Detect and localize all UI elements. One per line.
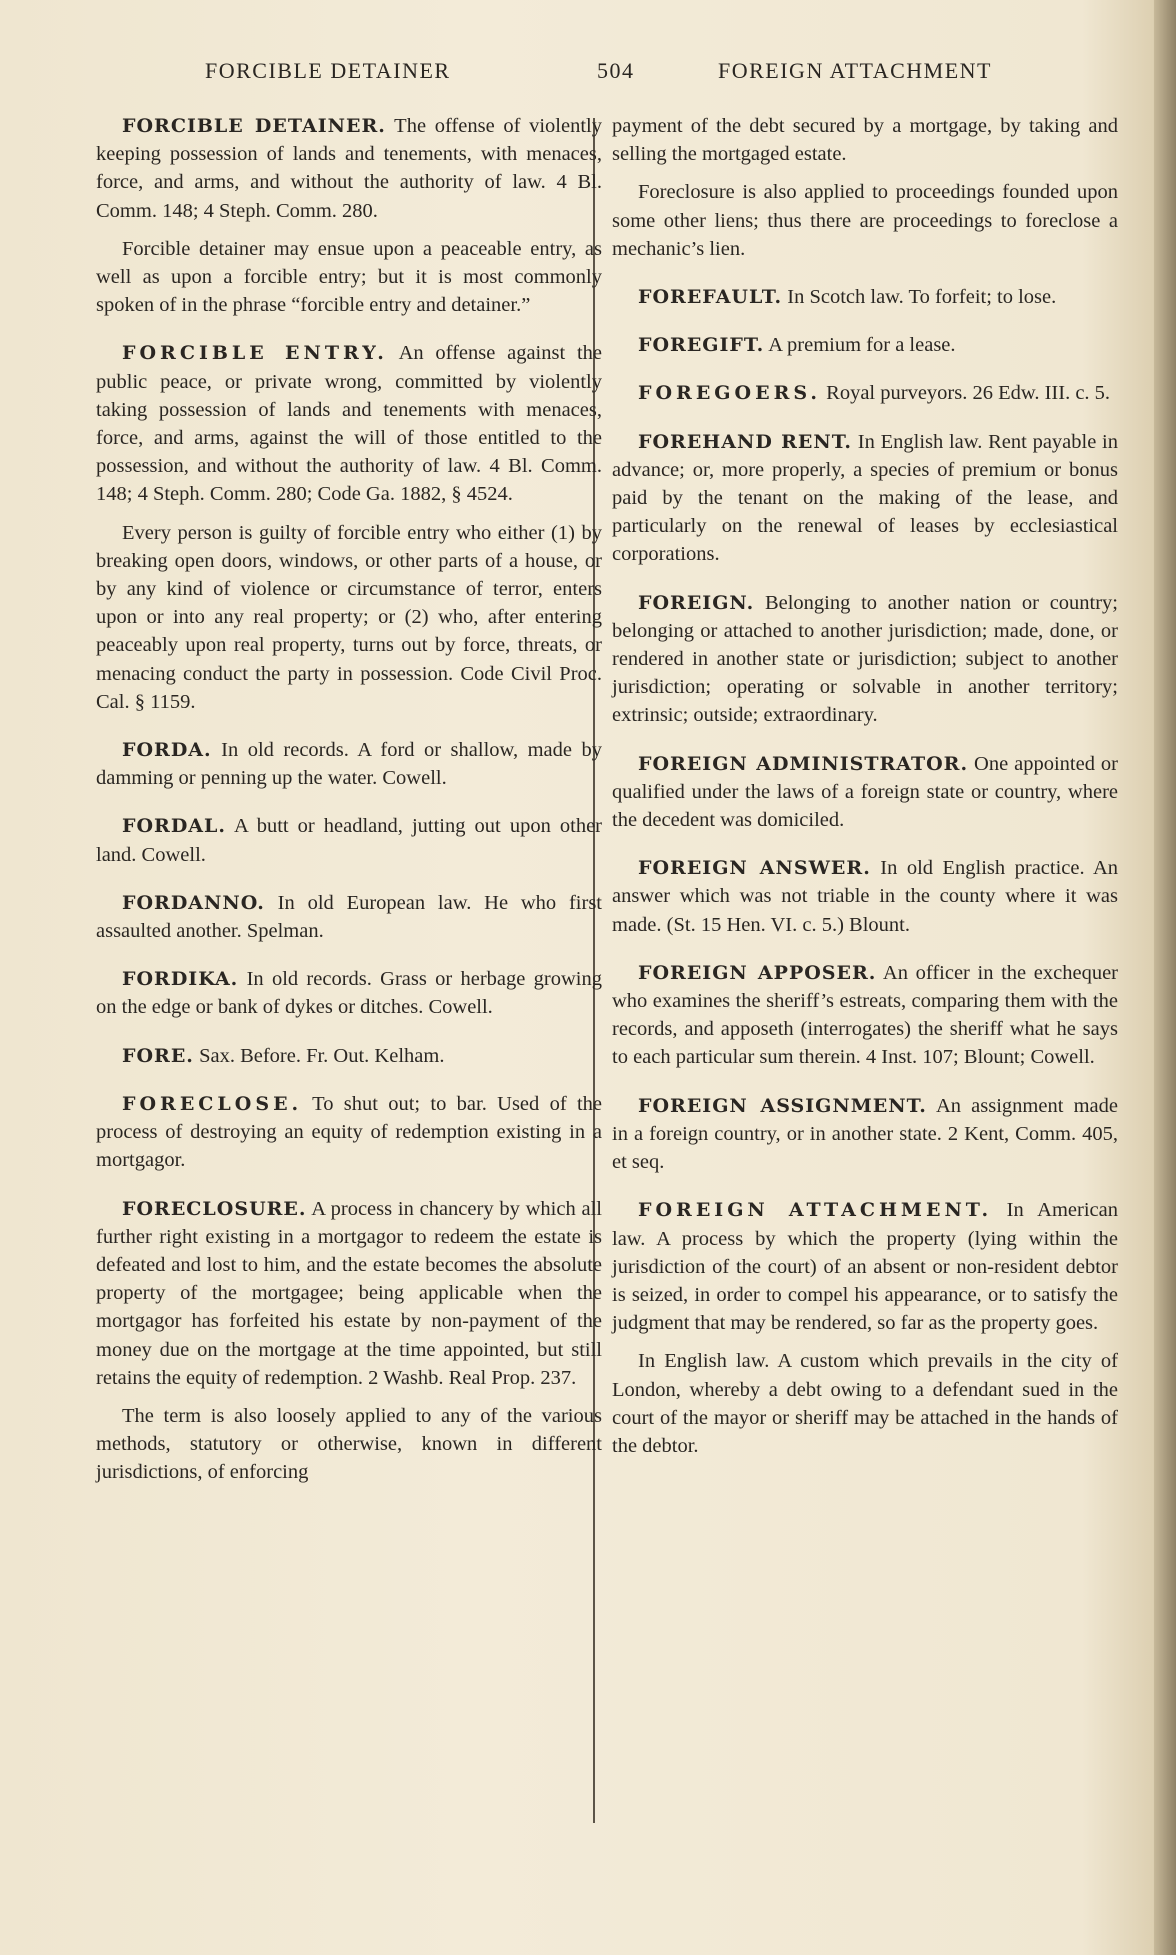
entry-headword: FORDA. [122, 739, 212, 762]
entry [612, 178, 1118, 263]
entry [96, 339, 602, 508]
entry [612, 379, 1118, 407]
entry [96, 1042, 602, 1070]
entry-headword: FOREHAND RENT. [638, 430, 853, 453]
running-head [0, 58, 1176, 98]
entry-text: An assignment made in a foreign country, or in another state. 2 Kent, Comm. 405, et seq. [612, 1094, 1118, 1174]
entry-headword: FOREIGN. [638, 591, 755, 614]
entry [612, 589, 1118, 730]
entry-text: A premium for a lease. [768, 334, 956, 357]
entry-text: Every person is guilty of forcible entry who either (1) by breaking open doors, windows, or other parts of a house, or by any kind of violence or circumstance of terror, enters upon or into any real property; or (2) who, after entering peaceably upon real property, turns out by force, threats, or menacing conduct the party in possession. Code Civil Proc. Cal. § 1159. [96, 521, 602, 713]
entry-headword: FORECLOSURE. [122, 1197, 307, 1220]
entry [96, 1090, 602, 1175]
entry-text: Forcible detainer may ensue upon a peaceable entry, as well as upon a forcible entry; but it is most commonly spoken of in the phrase “forcible entry and detainer.” [96, 237, 602, 317]
entry [96, 1195, 602, 1392]
entry-text: The term is also loosely applied to any of the various methods, statutory or otherwise, known in different jurisdictions, of enforcing [96, 1404, 602, 1484]
entry-headword: FOREIGN APPOSER. [638, 961, 877, 984]
entry-text: Foreclosure is also applied to proceedings founded upon some other liens; thus there are proceedings to foreclose a mechanic’s lien. [612, 181, 1118, 260]
entry [612, 283, 1118, 311]
entry-text: In Scotch law. To forfeit; to lose. [787, 286, 1057, 309]
page-spine-shadow [1154, 0, 1176, 1955]
entry-headword: FOREIGN ATTACHMENT. [638, 1199, 993, 1222]
entry-text: In American law. A process by which the property (lying within the jurisdiction of the court) of an absent or non-resident debtor is seized, in order to compel his appearance, or to satisfy the judgment that may be rendered, so far as the property goes. [612, 1199, 1118, 1335]
entry-headword: FOREIGN ASSIGNMENT. [638, 1094, 927, 1117]
entry [612, 854, 1118, 939]
entry-headword: FOREIGN ANSWER. [638, 857, 871, 880]
entry-text: In old European law. He who first assaulted another. Spelman. [96, 891, 603, 943]
entry-headword: FORE. [122, 1044, 194, 1067]
right-column [612, 112, 1118, 1480]
entry-headword: FORCIBLE DETAINER. [122, 115, 386, 137]
entry-text: In English law. A custom which prevails in the city of London, whereby a debt owing to a defendant sued in the court of the mayor or sheriff may be attached in the hands of the debtor. [612, 1350, 1118, 1457]
entry-text: In old records. A ford or shallow, made by damming or penning up the water. Cowell. [96, 739, 602, 790]
entry-text: A process in chancery by which all further right existing in a mortgagor to redeem the estate is defeated and lost to him, and the estate becomes the absolute property of the mortgagee; being applicable when the mortgagor has forfeited his estate by non-payment of the money due on the mortgage at the time appointed, but still retains the equity of redemption. 2 Washb. Real Prop. 237. [96, 1197, 602, 1389]
entry-text: Sax. Before. Fr. Out. Kelham. [199, 1044, 445, 1067]
entry-text: The offense of violently keeping possession of lands and tenements, with menaces, force, and arms, and without the authority of law. 4 Bl. Comm. 148; 4 Steph. Comm. 280. [96, 115, 602, 222]
entry-headword: FOREIGN ADMINISTRATOR. [638, 752, 969, 775]
entry [612, 1347, 1118, 1460]
entry-headword: FORDAL. [122, 815, 227, 838]
entry [96, 1402, 602, 1487]
entry [96, 812, 602, 868]
entry [612, 959, 1118, 1072]
entry-headword: FORCIBLE ENTRY. [122, 342, 388, 365]
entry-headword: FORDANNO. [122, 891, 265, 914]
entry-text: An offense against the public peace, or private wrong, committed by violently taking possession of lands and tenements with menaces, force, and arms, against the will of those entitled to the possession, and without the authority of law. 4 Bl. Comm. 148; 4 Steph. Comm. 280; Code Ga. 1882, § 4524. [96, 342, 602, 506]
entry [612, 331, 1118, 359]
entry-headword: FORDIKA. [122, 968, 239, 991]
entry [612, 112, 1118, 168]
entry [96, 235, 602, 320]
entry-headword: FOREGOERS. [638, 382, 822, 405]
entry [96, 736, 602, 792]
entry-text: In old English practice. An answer which was not triable in the county where it was made. (St. 15 Hen. VI. c. 5.) Blount. [612, 857, 1119, 936]
entry-headword: FORECLOSE. [122, 1092, 303, 1115]
entry-headword: FOREFAULT. [638, 286, 783, 309]
entry [612, 750, 1118, 835]
entry-text: A butt or headland, jutting out upon other land. Cowell. [96, 815, 602, 866]
entry-text: An officer in the exchequer who examines the sheriff’s estreats, comparing them with the records, and apposeth (interrogates) the sheriff what he says to each particular sum therein. 4 Inst. 107; Blount; Cowell. [612, 961, 1118, 1069]
entry [96, 889, 602, 945]
entry [96, 112, 602, 225]
left-column [96, 112, 602, 1507]
entry [612, 1092, 1118, 1177]
entry [612, 428, 1118, 569]
running-head-right: FOREIGN ATTACHMENT [718, 58, 992, 83]
running-head-left: FORCIBLE DETAINER [205, 58, 451, 83]
entry-text: One appointed or qualified under the laws of a foreign state or country, where the decedent was domiciled. [612, 752, 1118, 832]
entry-text: In old records. Grass or herbage growing on the edge or bank of dykes or ditches. Cowell. [96, 968, 602, 1019]
entry-text: To shut out; to bar. Used of the process of destroying an equity of redemption existing in a mortgagor. [96, 1092, 602, 1172]
entry [612, 1196, 1118, 1337]
entry [96, 965, 602, 1021]
entry-text: Royal purveyors. 26 Edw. III. c. 5. [826, 382, 1111, 405]
page-number: 504 [597, 58, 635, 83]
entry-text: Belonging to another nation or country; belonging or attached to another jurisdiction; made, done, or rendered in another state or jurisdiction; subject to another jurisdiction; operating or solvable in another territory; extrinsic; outside; extraordinary. [612, 591, 1119, 727]
entry-headword: FOREGIFT. [638, 334, 765, 357]
entry-text: In English law. Rent payable in advance; or, more properly, a species of premium or bonus paid by the tenant on the making of the lease, and particularly on the renewal of leases by ecclesiastical corporations. [612, 430, 1118, 566]
entry-text: payment of the debt secured by a mortgage, by taking and selling the mortgaged estate. [612, 115, 1118, 166]
entry [96, 519, 602, 716]
